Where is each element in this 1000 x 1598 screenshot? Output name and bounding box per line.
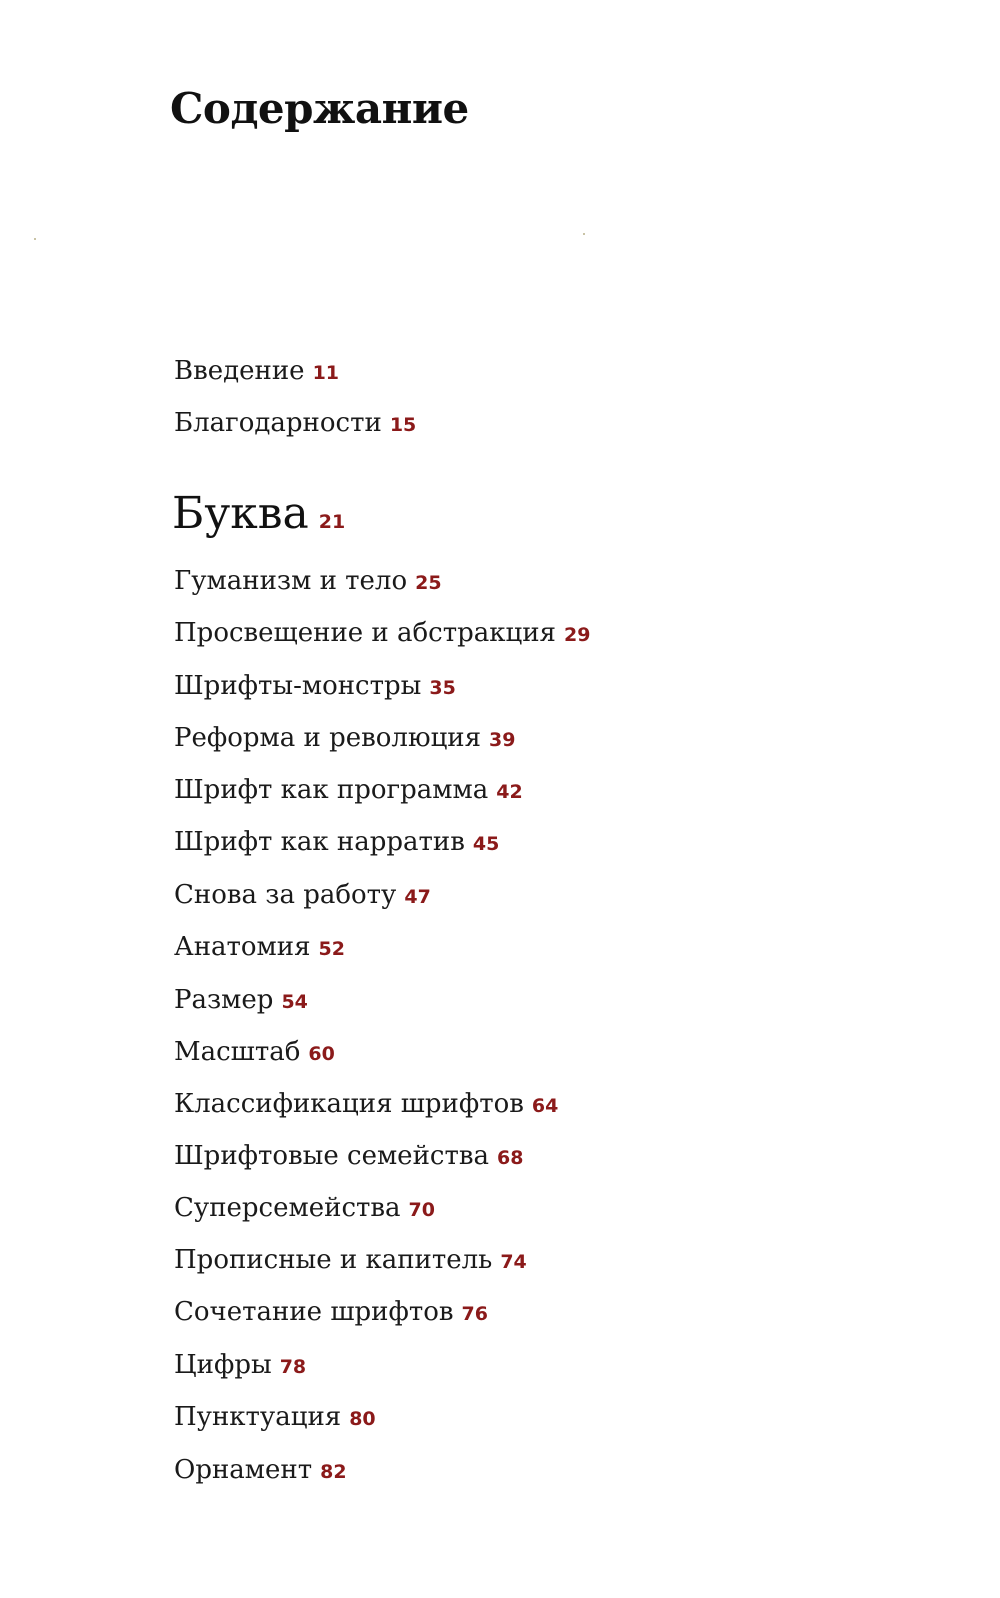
toc-entry-label: Благодарности bbox=[174, 408, 382, 438]
toc-entry-label: Просвещение и абстракция bbox=[174, 618, 556, 648]
toc-page-number: 11 bbox=[312, 362, 340, 384]
toc-entry-label: Введение bbox=[174, 356, 305, 386]
toc-entry-label: Прописные и капитель bbox=[174, 1245, 493, 1275]
toc-entry-label: Пунктуация bbox=[174, 1402, 342, 1432]
toc-entry[interactable] bbox=[174, 829, 499, 855]
toc-page-number: 68 bbox=[496, 1147, 524, 1169]
toc-entry[interactable] bbox=[174, 1457, 347, 1483]
toc-page-number: 45 bbox=[472, 833, 500, 855]
toc-page-number: 60 bbox=[308, 1043, 335, 1065]
toc-entry[interactable] bbox=[174, 1143, 523, 1169]
toc-entry-label: Шрифтовые семейства bbox=[174, 1141, 489, 1171]
toc-entry-label: Масштаб bbox=[174, 1037, 301, 1067]
toc-page-number: 64 bbox=[531, 1095, 559, 1117]
toc-entry-label: Классификация шрифтов bbox=[174, 1089, 524, 1119]
toc-entry[interactable] bbox=[174, 1091, 558, 1117]
toc-page-number: 39 bbox=[489, 729, 516, 751]
toc-entry[interactable] bbox=[174, 1195, 435, 1221]
toc-entry-label: Шрифты-монстры bbox=[174, 671, 422, 701]
toc-entry-label: Снова за работу bbox=[174, 880, 397, 910]
page-title: Содержание bbox=[170, 84, 469, 133]
toc-entry[interactable] bbox=[174, 725, 516, 751]
toc-entry-label: Размер bbox=[174, 985, 274, 1015]
paper-speck bbox=[583, 233, 585, 235]
toc-entry-label: Шрифт как программа bbox=[174, 775, 489, 805]
toc-entry-label: Шрифт как нарратив bbox=[174, 827, 465, 857]
toc-page-number: 54 bbox=[281, 991, 308, 1013]
toc-entry[interactable] bbox=[174, 1352, 306, 1378]
toc-page-number: 29 bbox=[563, 624, 591, 646]
toc-entry[interactable] bbox=[174, 1404, 376, 1430]
toc-entry-label: Гуманизм и тело bbox=[174, 566, 408, 596]
toc-page-number: 76 bbox=[461, 1303, 488, 1325]
toc-page-number: 35 bbox=[429, 677, 456, 699]
toc-entry-label: Сочетание шрифтов bbox=[174, 1297, 454, 1327]
toc-entry-label: Реформа и революция bbox=[174, 723, 482, 753]
toc-entry-label: Орнамент bbox=[174, 1455, 313, 1485]
toc-entry[interactable] bbox=[174, 620, 590, 646]
toc-entry-label: Цифры bbox=[174, 1350, 272, 1380]
toc-section-heading[interactable] bbox=[172, 488, 346, 539]
toc-entry[interactable] bbox=[174, 934, 345, 960]
toc-entry[interactable] bbox=[174, 882, 431, 908]
toc-page-number: 70 bbox=[408, 1199, 435, 1221]
toc-page-number: 74 bbox=[500, 1251, 527, 1273]
toc-entry[interactable] bbox=[174, 1299, 488, 1325]
toc-entry-introduction[interactable] bbox=[174, 358, 339, 384]
toc-entry[interactable] bbox=[174, 777, 523, 803]
toc-page-number: 47 bbox=[404, 886, 431, 908]
toc-entry[interactable] bbox=[174, 987, 308, 1013]
toc-entry-acknowledgements[interactable] bbox=[174, 410, 416, 436]
toc-entry[interactable] bbox=[174, 1039, 335, 1065]
toc-entry-label: Анатомия bbox=[174, 932, 311, 962]
toc-entry[interactable] bbox=[174, 673, 456, 699]
toc-page-number: 42 bbox=[496, 781, 523, 803]
toc-page-number: 21 bbox=[318, 511, 346, 533]
toc-entry[interactable] bbox=[174, 1247, 527, 1273]
toc-entry-label: Суперсемейства bbox=[174, 1193, 401, 1223]
toc-page-number: 15 bbox=[389, 414, 417, 436]
toc-page-number: 78 bbox=[279, 1356, 307, 1378]
toc-entry[interactable] bbox=[174, 568, 442, 594]
toc-page-number: 25 bbox=[415, 572, 442, 594]
toc-page-number: 82 bbox=[320, 1461, 347, 1483]
paper-speck bbox=[34, 238, 36, 240]
toc-page-number: 52 bbox=[318, 938, 345, 960]
toc-section-label: Буква bbox=[172, 488, 309, 539]
toc-page-number: 80 bbox=[349, 1408, 376, 1430]
